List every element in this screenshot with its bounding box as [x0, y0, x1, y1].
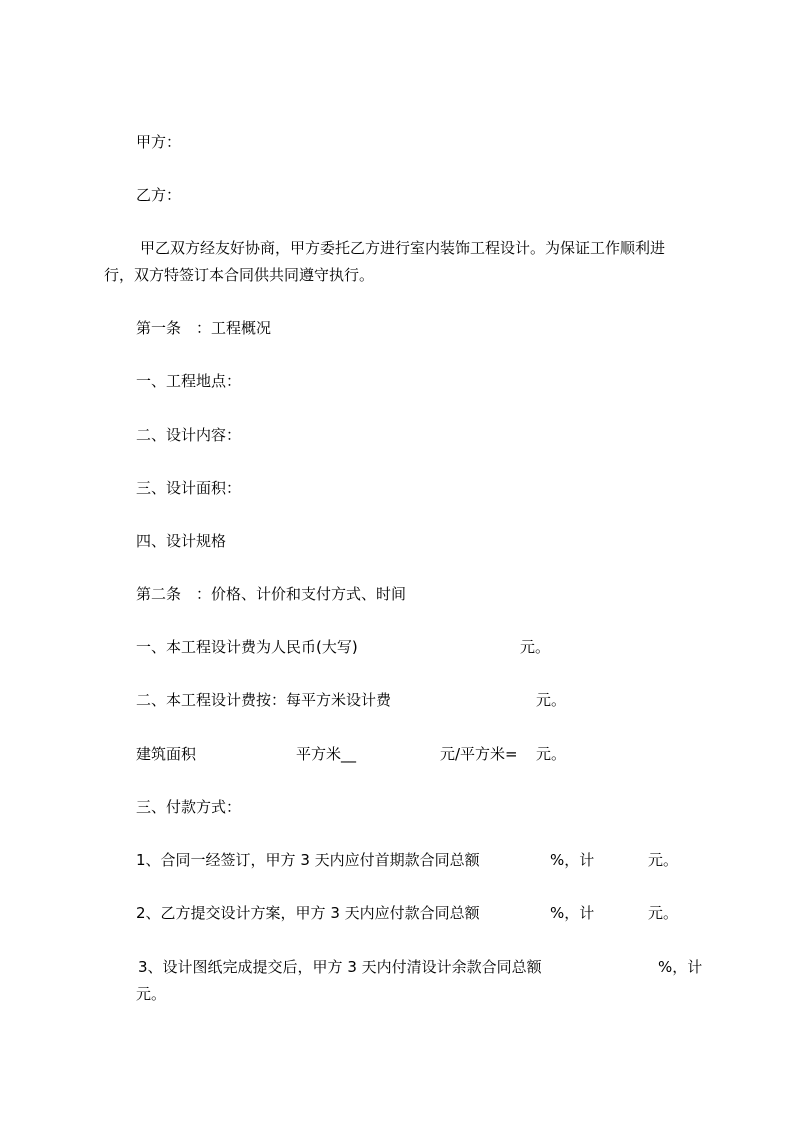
design-spec-item: 四、设计规格: [136, 532, 227, 550]
area-calc-per-sqm: 元/平方米=: [440, 745, 518, 763]
payment-item-2-percent: %，计: [550, 904, 595, 922]
area-calc-sqm: 平方米__: [296, 745, 357, 763]
payment-method-title: 三、付款方式：: [136, 798, 242, 816]
payment-item-3-percent: %，计: [658, 958, 703, 976]
party-a-label: 甲方：: [136, 133, 182, 151]
payment-item-2-unit: 元。: [648, 904, 679, 922]
design-content-item: 二、设计内容：: [136, 426, 242, 444]
party-b-label: 乙方：: [136, 186, 182, 204]
article1-title: 第一条 ：工程概况: [136, 319, 272, 337]
payment-item-3-unit: 元。: [136, 985, 167, 1003]
fee-total-label: 一、本工程设计费为人民币(大写): [136, 638, 358, 656]
area-calc-label: 建筑面积: [136, 745, 197, 763]
payment-item-1-percent: %，计: [550, 851, 595, 869]
fee-rate-label: 二、本工程设计费按：每平方米设计费: [136, 691, 392, 709]
intro-paragraph-line1: 甲乙双方经友好协商，甲方委托乙方进行室内装饰工程设计。为保证工作顺利进: [140, 239, 666, 257]
fee-rate-unit: 元。: [536, 691, 567, 709]
article2-title: 第二条 ：价格、计价和支付方式、时间: [136, 585, 407, 603]
payment-item-3-text: 3、设计图纸完成提交后，甲方 3 天内付清设计余款合同总额: [138, 958, 542, 976]
payment-item-1-text: 1、合同一经签订，甲方 3 天内应付首期款合同总额: [136, 851, 480, 869]
area-calc-unit: 元。: [536, 745, 567, 763]
intro-paragraph-line2: 行，双方特签订本合同供共同遵守执行。: [104, 266, 375, 284]
payment-item-2-text: 2、乙方提交设计方案，甲方 3 天内应付款合同总额: [136, 904, 480, 922]
design-area-item: 三、设计面积：: [136, 479, 242, 497]
project-location-item: 一、工程地点：: [136, 372, 242, 390]
payment-item-1-unit: 元。: [648, 851, 679, 869]
fee-total-unit: 元。: [520, 638, 551, 656]
